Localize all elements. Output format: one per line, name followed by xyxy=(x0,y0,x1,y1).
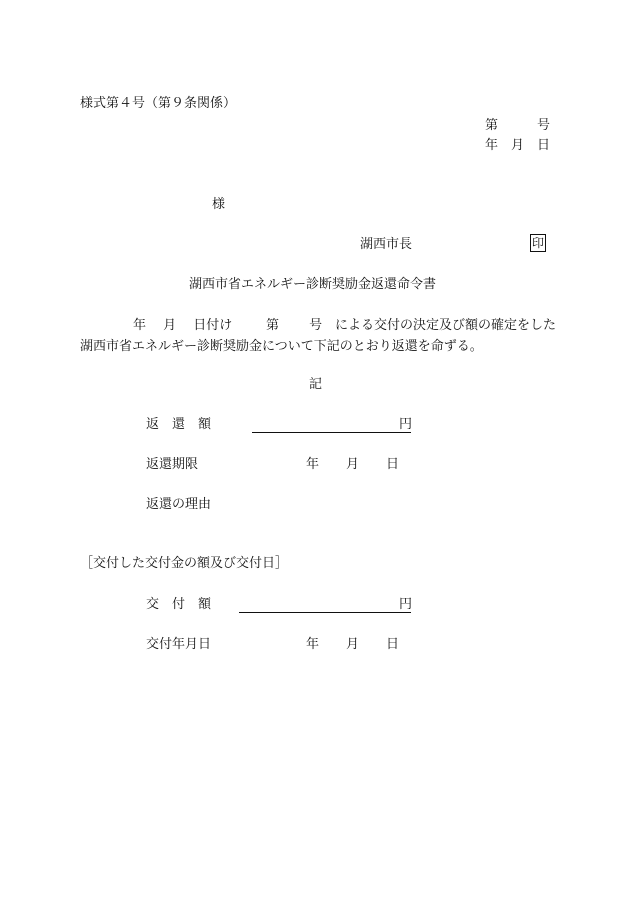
body-date: 年 月 日付け xyxy=(133,318,233,333)
body-text-2: 湖西市省エネルギー診断奨励金について下記のとおり返還を命ずる。 xyxy=(80,339,483,354)
seal-stamp: 印 xyxy=(531,236,544,250)
document-date: 年 月 日 xyxy=(485,138,551,153)
grant-amount-unit: 円 xyxy=(399,597,413,612)
refund-amount-unit: 円 xyxy=(399,417,413,432)
grant-date-day: 日 xyxy=(386,637,400,652)
document-number: 第 号 xyxy=(485,118,551,133)
refund-amount-line xyxy=(252,432,411,433)
document-title: 湖西市省エネルギー診断奨励金返還命令書 xyxy=(189,277,437,292)
grant-date-month: 月 xyxy=(346,637,360,652)
body-text: による交付の決定及び額の確定をした xyxy=(335,318,557,333)
refund-deadline-label: 返還期限 xyxy=(146,457,199,472)
refund-deadline-year: 年 xyxy=(306,457,320,472)
body-number: 第 号 xyxy=(266,318,323,333)
refund-deadline-month: 月 xyxy=(346,457,360,472)
grant-amount-line xyxy=(239,612,411,613)
refund-reason-label: 返還の理由 xyxy=(146,497,212,512)
form-label: 様式第４号（第９条関係） xyxy=(80,96,237,111)
section-heading: ［交付した交付金の額及び交付日］ xyxy=(80,556,289,571)
grant-date-label: 交付年月日 xyxy=(146,637,212,652)
refund-amount-label: 返 還 額 xyxy=(146,417,212,432)
issuer-name: 湖西市長 xyxy=(360,237,413,252)
grant-amount-label: 交 付 額 xyxy=(146,597,212,612)
ki-heading: 記 xyxy=(309,377,323,392)
refund-deadline-day: 日 xyxy=(386,457,400,472)
grant-date-year: 年 xyxy=(306,637,320,652)
addressee-suffix: 様 xyxy=(212,197,226,212)
